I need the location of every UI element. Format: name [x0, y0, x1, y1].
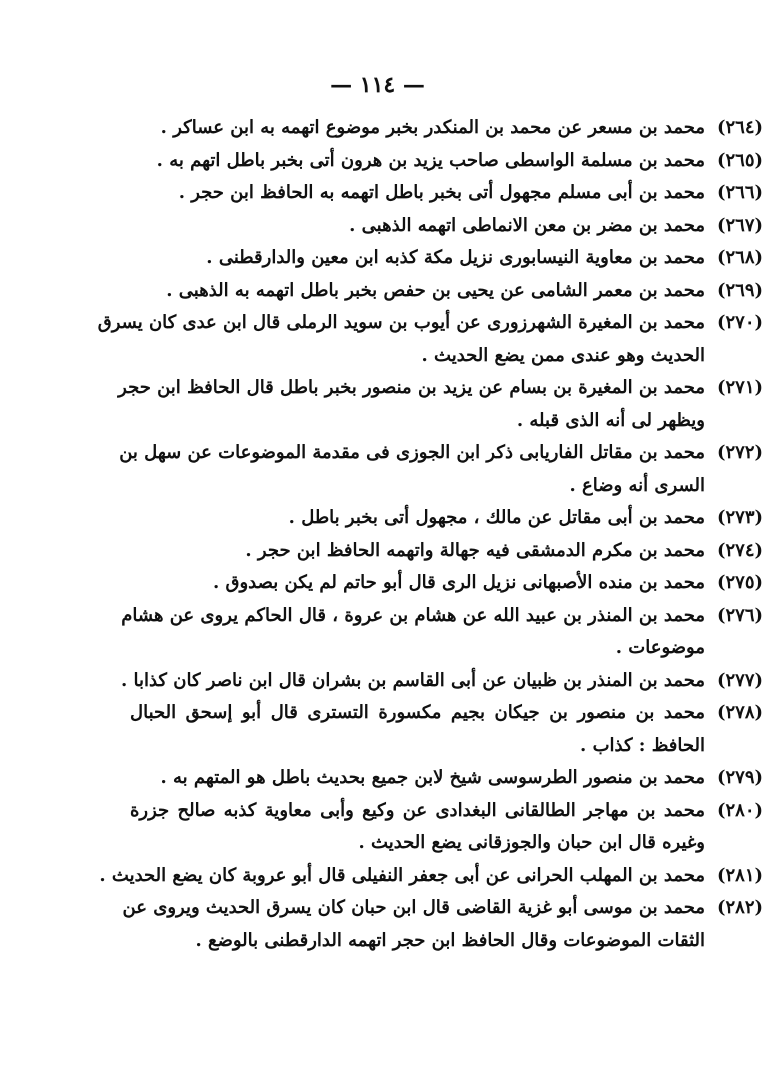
entry-text-line: محمد بن موسى أبو غزية القاضى قال ابن حبان كان يسرق الحديث ويروى عن [122, 897, 705, 918]
list-item [130, 210, 764, 243]
entry-text-line: محمد بن مقاتل الفاريابى ذكر ابن الجوزى فى مقدمة الموضوعات عن سهل بن [119, 442, 705, 463]
entry-text-line: محمد بن المغيرة الشهرزورى عن أيوب بن سويد الرملى قال ابن عدى كان يسرق [97, 312, 705, 333]
entry-text-line: محمد بن المهلب الحرانى عن أبى جعفر النفيلى قال أبو عروبة كان يضع الحديث . [99, 864, 705, 886]
entry-number: (٢٦٨) [716, 247, 764, 268]
entry-text-line: وغيره قال ابن حبان والجوزقانى يضع الحديث . [358, 832, 705, 853]
list-item [119, 437, 764, 502]
entry-list [97, 112, 764, 957]
entry-number: (٢٧٩) [716, 767, 764, 788]
entry-text-line: محمد بن مضر بن معن الانماطى اتهمه الذهبى . [349, 214, 705, 236]
entry-number: (٢٧٦) [716, 604, 764, 626]
list-item [130, 762, 764, 795]
entry-number: (٢٨٠) [716, 799, 764, 821]
entry-text-line: الثقات الموضوعات وقال الحافظ ابن حجر اتهمه الدارقطنى بالوضع . [195, 929, 705, 951]
list-item [130, 112, 764, 145]
entry-text-line: محمد بن مسلمة الواسطى صاحب يزيد بن هرون أتى بخبر باطل اتهم به . [156, 149, 705, 171]
entry-text-line: الحديث وهو عندى ممن يضع الحديث . [421, 344, 705, 366]
entry-text-line: محمد بن مسعر عن محمد بن المنكدر بخبر موضوع اتهمه به ابن عساكر . [160, 117, 705, 138]
entry-text-line: محمد بن أبى مسلم مجهول أتى بخبر باطل اتهمه به الحافظ ابن حجر . [178, 182, 705, 203]
list-item [130, 177, 764, 210]
entry-number: (٢٦٥) [716, 149, 764, 171]
entry-text-line: السرى أنه وضاع . [569, 474, 705, 496]
entry-number: (٢٦٧) [716, 214, 764, 236]
entry-number: (٢٧٤) [716, 539, 764, 561]
list-item [130, 242, 764, 275]
list-item [118, 372, 764, 437]
entry-text-line: محمد بن منصور بن جيكان بجيم مكسورة التسترى قال أبو إسحق الحبال [130, 702, 705, 723]
entry-text-line: ويظهر لى أنه الذى قبله . [516, 409, 705, 431]
entry-number: (٢٧٢) [716, 442, 764, 463]
entry-number: (٢٨٢) [716, 897, 764, 918]
list-item [130, 535, 764, 568]
list-item [130, 795, 764, 860]
entry-text-line: محمد بن المنذر بن ظبيان عن أبى القاسم بن بشران قال ابن ناصر كان كذابا . [120, 669, 705, 691]
entry-text-line: محمد بن معمر الشامى عن يحيى بن حفص بخبر باطل اتهمه به الذهبى . [166, 279, 705, 301]
entry-number: (٢٨١) [716, 864, 764, 886]
entry-text-line: موضوعات . [615, 637, 705, 658]
page-number: — ١١٤ — [330, 72, 425, 98]
entry-text-line: محمد بن منده الأصبهانى نزيل الرى قال أبو حاتم لم يكن بصدوق . [212, 572, 705, 593]
entry-text-line: محمد بن المنذر بن عبيد الله عن هشام بن عروة ، قال الحاكم يروى عن هشام [121, 604, 705, 626]
list-item [121, 600, 764, 665]
entry-number: (٢٦٩) [716, 279, 764, 301]
entry-number: (٢٧٧) [716, 669, 764, 691]
entry-number: (٢٦٦) [716, 182, 764, 203]
list-item [120, 665, 764, 698]
list-item [130, 275, 764, 308]
entry-number: (٢٧٥) [716, 572, 764, 593]
entry-text-line: محمد بن المغيرة بن بسام عن يزيد بن منصور بخبر باطل قال الحافظ ابن حجر [118, 377, 705, 398]
list-item [130, 567, 764, 600]
entry-text-line: محمد بن منصور الطرسوسى شيخ لابن جميع بحديث باطل هو المتهم به . [160, 767, 705, 788]
entry-number: (٢٧٣) [716, 507, 764, 528]
entry-text-line: محمد بن أبى مقاتل عن مالك ، مجهول أتى بخبر باطل . [288, 507, 705, 528]
list-item [122, 892, 764, 957]
list-item [130, 697, 764, 762]
entry-number: (٢٧٨) [716, 702, 764, 723]
list-item [130, 502, 764, 535]
entry-number: (٢٦٤) [716, 117, 764, 138]
entry-text-line: محمد بن معاوية النيسابورى نزيل مكة كذبه ابن معين والدارقطنى . [206, 247, 705, 268]
list-item [97, 307, 764, 372]
list-item [99, 860, 764, 893]
entry-number: (٢٧١) [716, 377, 764, 398]
entry-number: (٢٧٠) [716, 312, 764, 333]
entry-text-line: محمد بن مهاجر الطالقانى البغدادى عن وكيع وأبى معاوية كذبه صالح جزرة [130, 799, 705, 821]
list-item [130, 145, 764, 178]
entry-text-line: محمد بن مكرم الدمشقى فيه جهالة واتهمه الحافظ ابن حجر . [245, 539, 705, 561]
entry-text-line: الحافظ : كذاب . [580, 734, 705, 756]
